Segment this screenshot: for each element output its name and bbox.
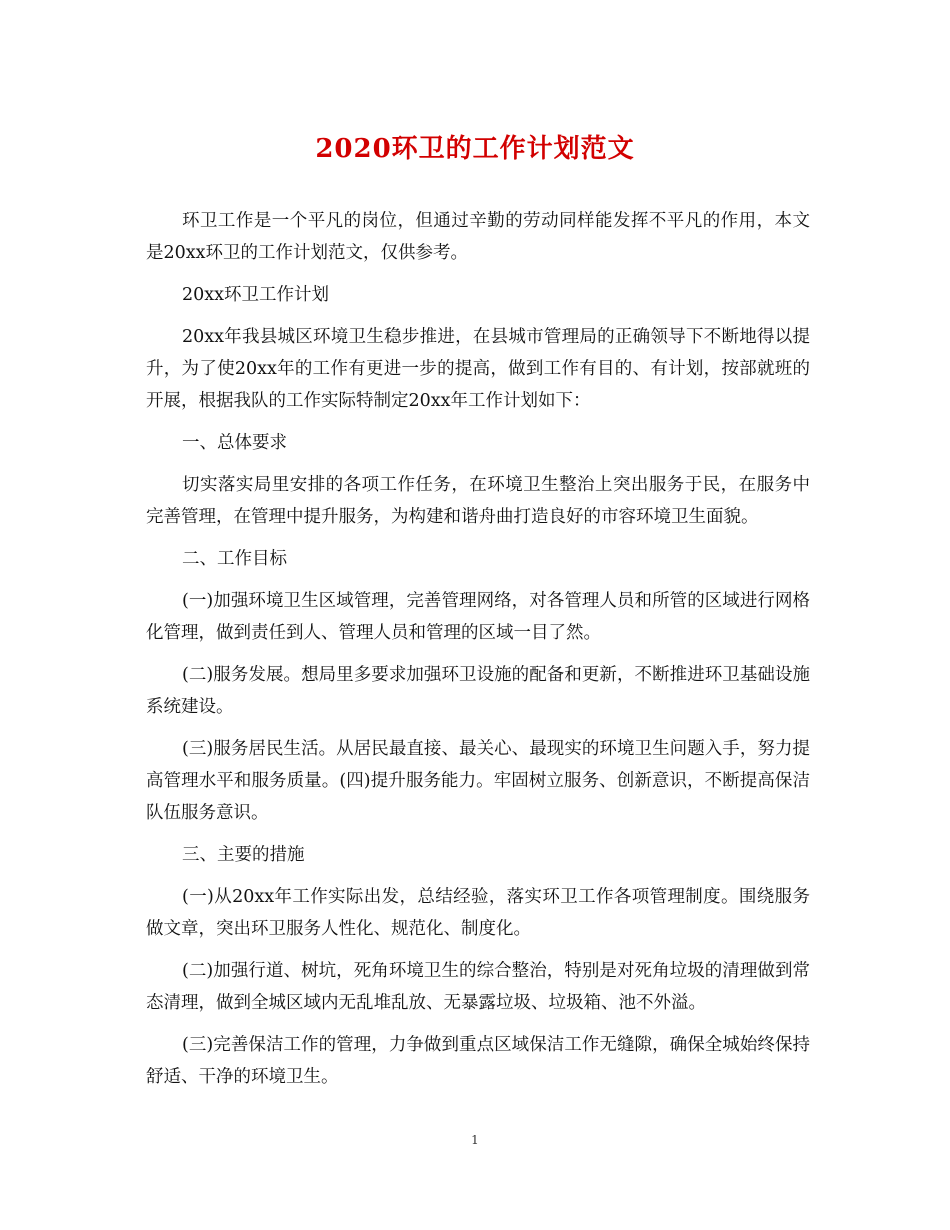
section-heading-goals: 二、工作目标	[182, 549, 287, 569]
paragraph-intro: 环卫工作是一个平凡的岗位，但通过辛勤的劳动同样能发挥不平凡的作用，本文是20xx环卫的工作计划范文，仅供参考。	[146, 211, 810, 263]
section-heading-measures: 三、主要的措施	[182, 845, 305, 865]
document-title: 2020环卫的工作计划范文	[315, 134, 635, 164]
section-heading-requirements: 一、总体要求	[182, 433, 287, 453]
paragraph-measure-1: (一)从20xx年工作实际出发，总结经验，落实环卫工作各项管理制度。围绕服务做文章，突出环卫服务人性化、规范化、制度化。	[146, 887, 810, 939]
paragraph-goal-1: (一)加强环境卫生区域管理，完善管理网络，对各管理人员和所管的区域进行网格化管理，做到责任到人、管理人员和管理的区域一目了然。	[146, 591, 810, 643]
paragraph-goal-3: (三)服务居民生活。从居民最直接、最关心、最现实的环境卫生问题入手，努力提高管理水平和服务质量。(四)提升服务能力。牢固树立服务、创新意识，不断提高保洁队伍服务意识。	[146, 739, 810, 823]
document-body	[146, 205, 810, 1103]
paragraph-requirements: 切实落实局里安排的各项工作任务，在环境卫生整治上突出服务于民，在服务中完善管理，在管理中提升服务，为构建和谐舟曲打造良好的市容环境卫生面貌。	[146, 475, 810, 527]
paragraph-measure-3: (三)完善保洁工作的管理，力争做到重点区域保洁工作无缝隙，确保全城始终保持舒适、干净的环境卫生。	[146, 1035, 810, 1087]
paragraph-goal-2: (二)服务发展。想局里多要求加强环卫设施的配备和更新，不断推进环卫基础设施系统建设。	[146, 665, 810, 717]
paragraph-plan-heading: 20xx环卫工作计划	[182, 285, 330, 305]
page-number: 1	[471, 1133, 479, 1147]
paragraph-overview: 20xx年我县城区环境卫生稳步推进，在县城市管理局的正确领导下不断地得以提升，为了使20xx年的工作有更进一步的提高，做到工作有目的、有计划，按部就班的开展，根据我队的工作实际特制定20xx年工作计划如下：	[146, 327, 810, 411]
paragraph-measure-2: (二)加强行道、树坑，死角环境卫生的综合整治，特别是对死角垃圾的清理做到常态清理，做到全城区域内无乱堆乱放、无暴露垃圾、垃圾箱、池不外溢。	[146, 961, 810, 1013]
